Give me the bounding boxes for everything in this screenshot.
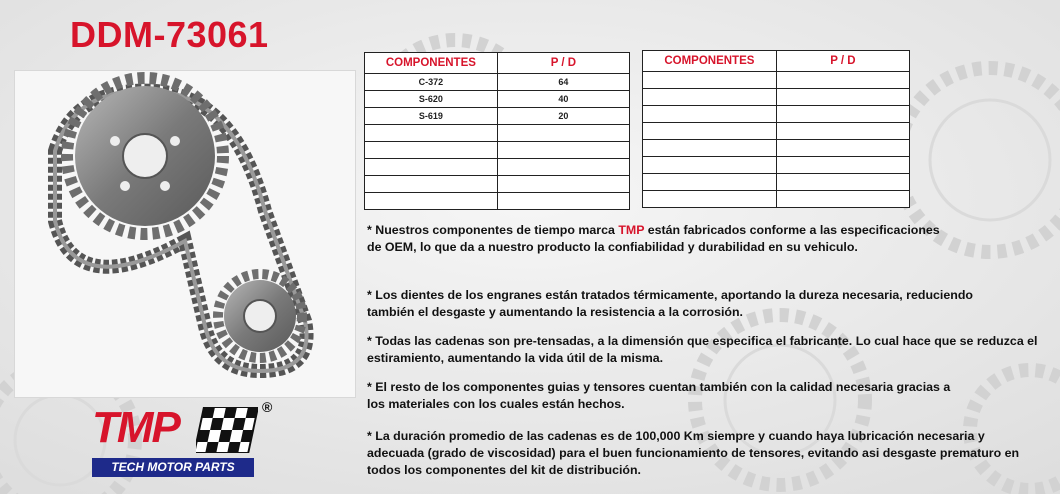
paragraph-chain-duration: * La duración promedio de las cadenas es de 100,000 Km siempre y cuando haya lubricación necesaria y adecuada (grado de viscosidad) para el buen funcionamiento de tensores, evitando asi desgaste prematuro en todos los componentes del kit de distribución. bbox=[367, 429, 1020, 477]
component-cell bbox=[643, 191, 777, 208]
component-cell bbox=[643, 157, 777, 174]
paragraph-guides-tensioners: * El resto de los componentes guias y tensores cuentan también con la calidad necesaria gracias a los materiales con los cuales están hechos. bbox=[367, 380, 951, 411]
component-cell bbox=[365, 142, 498, 159]
table-row bbox=[643, 157, 910, 174]
table-row bbox=[365, 159, 630, 176]
components-table-left bbox=[364, 52, 630, 210]
component-cell: C-372 bbox=[365, 74, 498, 91]
component-cell bbox=[365, 193, 498, 210]
pd-cell bbox=[776, 106, 909, 123]
component-cell bbox=[365, 125, 498, 142]
component-cell bbox=[643, 89, 777, 106]
checkered-flag-icon bbox=[196, 407, 258, 453]
pd-cell: 64 bbox=[497, 74, 629, 91]
pd-cell: 40 bbox=[497, 91, 629, 108]
table-row bbox=[643, 106, 910, 123]
table-header-row bbox=[643, 51, 910, 72]
component-cell bbox=[643, 123, 777, 140]
component-cell bbox=[365, 159, 498, 176]
tmp-logo bbox=[92, 399, 282, 478]
pd-cell bbox=[776, 157, 909, 174]
logo-tagline: TECH MOTOR PARTS bbox=[92, 458, 254, 477]
paragraph-heat-treatment: * Los dientes de los engranes están tratados térmicamente, aportando la dureza necesaria, reduciendo también el desgaste y aumentando la resistencia a la corrosión. bbox=[367, 288, 973, 319]
pd-cell: 20 bbox=[497, 108, 629, 125]
component-cell bbox=[643, 174, 777, 191]
pd-cell bbox=[776, 72, 909, 89]
pd-cell bbox=[497, 125, 629, 142]
component-cell: S-620 bbox=[365, 91, 498, 108]
table-row bbox=[643, 72, 910, 89]
paragraph-oem-quality bbox=[367, 222, 947, 256]
pd-cell bbox=[776, 123, 909, 140]
table-row bbox=[365, 176, 630, 193]
table-row bbox=[643, 191, 910, 208]
table-row bbox=[365, 125, 630, 142]
timing-chain-kit-image bbox=[14, 70, 356, 398]
pd-cell bbox=[776, 174, 909, 191]
pd-cell bbox=[497, 159, 629, 176]
component-cell bbox=[365, 176, 498, 193]
registered-mark: ® bbox=[262, 399, 273, 415]
component-cell bbox=[643, 72, 777, 89]
paragraph-oem-text-start: * Nuestros componentes de tiempo marca bbox=[367, 223, 619, 237]
components-table-right bbox=[642, 50, 910, 208]
table-row bbox=[365, 91, 630, 108]
header-pd: P / D bbox=[497, 53, 629, 74]
pd-cell bbox=[776, 191, 909, 208]
pd-cell bbox=[776, 140, 909, 157]
table-row bbox=[365, 142, 630, 159]
table-header-row bbox=[365, 53, 630, 74]
component-cell bbox=[643, 140, 777, 157]
header-componentes: COMPONENTES bbox=[643, 51, 777, 72]
paragraph-oem-text-end: están fabricados conforme a las especificaciones de OEM, lo que da a nuestro producto la confiabilidad y durabilidad en su vehiculo. bbox=[367, 223, 940, 254]
table-row bbox=[365, 74, 630, 91]
component-cell bbox=[643, 106, 777, 123]
table-row bbox=[643, 123, 910, 140]
table-row bbox=[643, 174, 910, 191]
pd-cell bbox=[497, 142, 629, 159]
pd-cell bbox=[776, 89, 909, 106]
brand-highlight: TMP bbox=[618, 223, 645, 237]
table-row bbox=[365, 108, 630, 125]
component-cell: S-619 bbox=[365, 108, 498, 125]
pd-cell bbox=[497, 193, 629, 210]
header-pd: P / D bbox=[776, 51, 909, 72]
paragraph-pre-tensioned-chains: * Todas las cadenas son pre-tensadas, a la dimensión que especifica el fabricante. Lo cual hace que se reduzca el estiramiento, aumentando la vida útil de la misma. bbox=[367, 334, 1038, 365]
logo-wordmark: TMP bbox=[92, 403, 179, 452]
table-row bbox=[643, 140, 910, 157]
header-componentes: COMPONENTES bbox=[365, 53, 498, 74]
pd-cell bbox=[497, 176, 629, 193]
product-code-title: DDM-73061 bbox=[70, 14, 269, 55]
timing-chain-illustration bbox=[15, 71, 355, 397]
table-row bbox=[365, 193, 630, 210]
table-row bbox=[643, 89, 910, 106]
